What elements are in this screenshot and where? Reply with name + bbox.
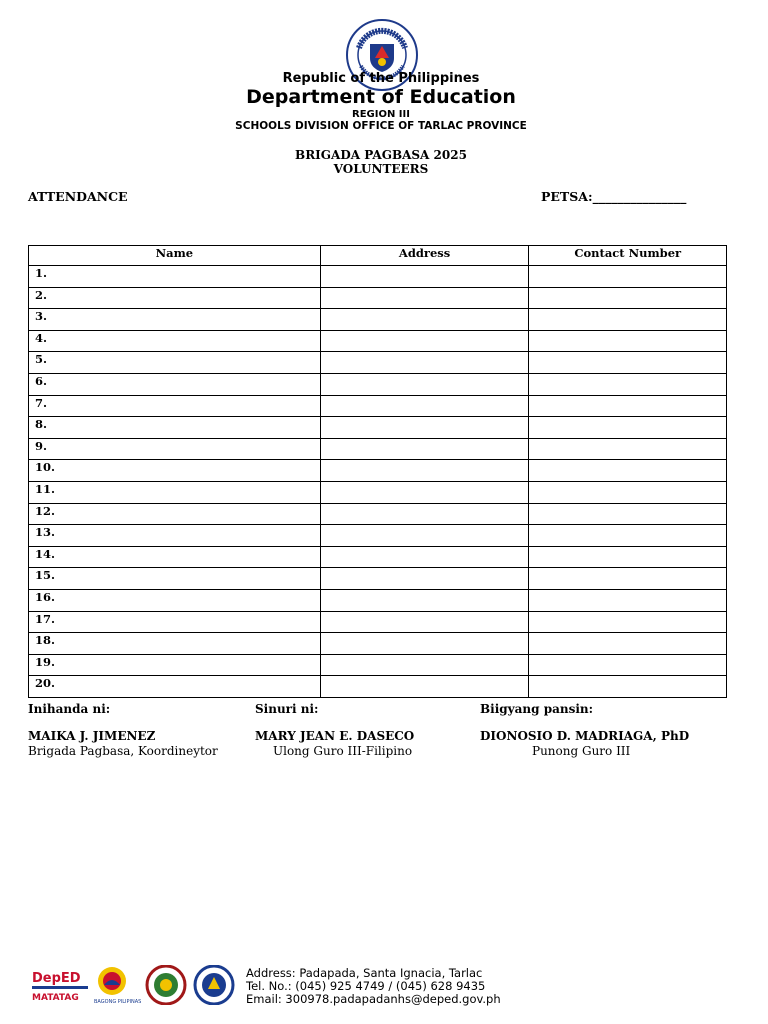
contact-number-cell[interactable] [529,460,727,482]
table-row [29,309,727,331]
contact-number-cell[interactable] [529,330,727,352]
address-cell[interactable] [320,546,529,568]
signatory-position: Brigada Pagbasa, Koordineytor [28,744,218,758]
deped-matatag-logo-icon [32,971,88,1003]
address-cell[interactable] [320,654,529,676]
row-number-cell[interactable]: 8. [29,417,321,439]
table-row [29,395,727,417]
address-cell[interactable] [320,676,529,698]
address-cell[interactable] [320,330,529,352]
checked-by-label: Sinuri ni: [255,702,319,716]
prepared-by-label: Inihanda ni: [28,702,111,716]
address-cell[interactable] [320,373,529,395]
table-row [29,568,727,590]
attendance-label: ATTENDANCE [28,189,128,204]
row-number-cell[interactable]: 19. [29,654,321,676]
school-seal-icon [147,966,185,1004]
row-number-cell[interactable]: 9. [29,438,321,460]
contact-number-cell[interactable] [529,611,727,633]
department-heading: Department of Education [246,86,516,108]
signatory-name: MAIKA J. JIMENEZ [28,729,156,743]
contact-number-cell[interactable] [529,589,727,611]
signatory-name: DIONOSIO D. MADRIAGA, PhD [480,729,690,743]
table-row [29,611,727,633]
contact-number-cell[interactable] [529,525,727,547]
row-number-cell[interactable]: 2. [29,287,321,309]
contact-number-cell[interactable] [529,503,727,525]
bagong-pilipinas-text: BAGONG PILIPINAS [94,999,142,1005]
contact-number-cell[interactable] [529,309,727,331]
table-row [29,352,727,374]
table-row [29,287,727,309]
table-row [29,460,727,482]
row-number-cell[interactable]: 17. [29,611,321,633]
row-number-cell[interactable]: 18. [29,633,321,655]
row-number-cell[interactable]: 16. [29,589,321,611]
contact-number-cell[interactable] [529,352,727,374]
row-number-cell[interactable]: 13. [29,525,321,547]
contact-number-cell[interactable] [529,481,727,503]
table-row [29,525,727,547]
contact-number-cell[interactable] [529,546,727,568]
address-cell[interactable] [320,266,529,288]
contact-number-cell[interactable] [529,438,727,460]
school-email: Email: 300978.padapadanhs@deped.gov.ph [246,992,501,1006]
deped-logo-text: DepED [32,971,81,986]
contact-number-cell[interactable] [529,633,727,655]
row-number-cell[interactable]: 6. [29,373,321,395]
address-cell[interactable] [320,417,529,439]
header-name: Name [29,246,321,266]
table-row [29,503,727,525]
address-cell[interactable] [320,460,529,482]
attendance-table [28,245,727,698]
table-row [29,438,727,460]
row-number-cell[interactable]: 5. [29,352,321,374]
bagong-pilipinas-logo-icon [94,967,141,1005]
address-cell[interactable] [320,438,529,460]
school-telephone: Tel. No.: (045) 925 4749 / (045) 628 9435 [246,979,486,993]
row-number-cell[interactable]: 12. [29,503,321,525]
signatory-position: Ulong Guro III-Filipino [273,744,413,758]
header-contact: Contact Number [529,246,727,266]
contact-number-cell[interactable] [529,266,727,288]
row-number-cell[interactable]: 1. [29,266,321,288]
row-number-cell[interactable]: 4. [29,330,321,352]
address-cell[interactable] [320,568,529,590]
school-address: Address: Padapada, Santa Ignacia, Tarlac [246,966,483,980]
row-number-cell[interactable]: 20. [29,676,321,698]
table-row [29,654,727,676]
contact-number-cell[interactable] [529,395,727,417]
noted-by-label: Biigyang pansin: [480,702,594,716]
table-row [29,633,727,655]
table-row [29,676,727,698]
contact-number-cell[interactable] [529,568,727,590]
address-cell[interactable] [320,525,529,547]
table-row [29,417,727,439]
division-heading: SCHOOLS DIVISION OFFICE OF TARLAC PROVINCE [235,120,527,132]
region-heading: REGION III [352,109,410,120]
header-address: Address [320,246,529,266]
row-number-cell[interactable]: 3. [29,309,321,331]
row-number-cell[interactable]: 14. [29,546,321,568]
address-cell[interactable] [320,611,529,633]
address-cell[interactable] [320,589,529,611]
school-seal-2-icon [195,966,233,1004]
row-number-cell[interactable]: 11. [29,481,321,503]
republic-heading: Republic of the Philippines [282,71,480,86]
matatag-logo-text: MATATAG [32,993,79,1003]
address-cell[interactable] [320,395,529,417]
address-cell[interactable] [320,352,529,374]
table-header-row [29,246,727,266]
row-number-cell[interactable]: 15. [29,568,321,590]
row-number-cell[interactable]: 10. [29,460,321,482]
table-row [29,330,727,352]
contact-number-cell[interactable] [529,417,727,439]
address-cell[interactable] [320,633,529,655]
contact-number-cell[interactable] [529,373,727,395]
table-row [29,481,727,503]
table-row [29,589,727,611]
address-cell[interactable] [320,481,529,503]
program-subtitle: VOLUNTEERS [333,162,429,176]
table-row [29,266,727,288]
footer-logos [30,965,242,1005]
row-number-cell[interactable]: 7. [29,395,321,417]
address-cell[interactable] [320,287,529,309]
contact-number-cell[interactable] [529,676,727,698]
signatory-position: Punong Guro III [532,744,631,758]
contact-number-cell[interactable] [529,654,727,676]
contact-number-cell[interactable] [529,287,727,309]
table-row [29,546,727,568]
program-title: BRIGADA PAGBASA 2025 [295,148,467,162]
address-cell[interactable] [320,309,529,331]
address-cell[interactable] [320,503,529,525]
signatory-name: MARY JEAN E. DASECO [255,729,415,743]
date-field: PETSA:_______________ [541,189,687,204]
table-row [29,373,727,395]
